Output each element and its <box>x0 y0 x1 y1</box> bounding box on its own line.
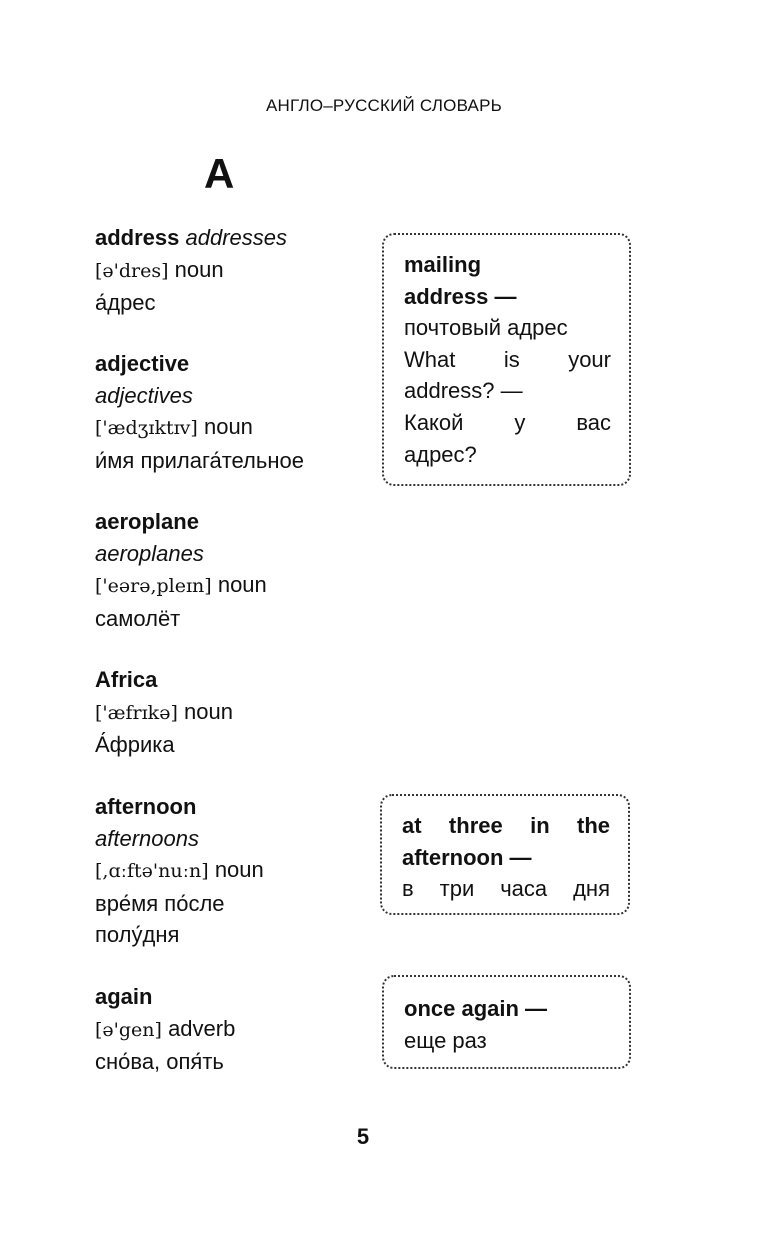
example-phrase: mailing <box>404 252 482 277</box>
example-box-address <box>382 233 631 486</box>
transcription: [ə'gen] <box>95 1018 162 1041</box>
entry-afternoon <box>95 791 370 951</box>
part-of-speech: noun <box>174 256 224 282</box>
translation: А́фрика <box>95 732 175 758</box>
translation: и́мя прилага́тельное <box>95 447 304 473</box>
example-phrase: address — <box>404 283 517 309</box>
plural-form: adjectives <box>95 382 193 408</box>
translation: вре́мя по́сле <box>95 890 225 916</box>
example-phrase: once again — <box>404 996 548 1021</box>
translation: сно́ва, опя́ть <box>95 1049 224 1075</box>
translation: самолёт <box>95 605 181 631</box>
section-letter: A <box>204 150 235 197</box>
transcription: ['æfrɪkə] <box>95 701 178 724</box>
example-sentence: What is your <box>404 346 611 372</box>
example-translation: еще раз <box>404 1027 487 1053</box>
example-sentence: address? — <box>404 378 523 404</box>
example-phrase: afternoon — <box>402 844 532 870</box>
headword: again <box>95 984 153 1009</box>
headword: aeroplane <box>95 509 199 534</box>
entry-aeroplane <box>95 506 370 634</box>
translation: полу́дня <box>95 922 180 948</box>
part-of-speech: adverb <box>168 1015 236 1041</box>
example-box-again <box>382 975 631 1069</box>
page-number: 5 <box>356 1124 370 1149</box>
entry-adjective <box>95 348 370 476</box>
entry-address <box>95 222 370 319</box>
part-of-speech: noun <box>214 857 264 883</box>
transcription: [,ɑːftə'nuːn] <box>95 860 209 883</box>
transcription: ['ædʒɪktɪv] <box>95 417 198 440</box>
part-of-speech: noun <box>203 414 253 440</box>
plural-form: addresses <box>185 225 288 250</box>
example-translation: почтовый адрес <box>404 315 568 341</box>
headword: adjective <box>95 351 190 376</box>
transcription: [ə'dres] <box>95 259 169 282</box>
part-of-speech: noun <box>217 572 267 598</box>
part-of-speech: noun <box>183 698 233 724</box>
entry-africa <box>95 664 370 761</box>
entry-again <box>95 981 370 1078</box>
example-sentence-translation: Какой у вас <box>404 409 611 435</box>
example-sentence-translation: адрес? <box>404 441 477 467</box>
headword: address <box>95 225 180 250</box>
headword: afternoon <box>95 794 197 819</box>
running-title: АНГЛО–РУССКИЙ СЛОВАРЬ <box>266 96 502 115</box>
example-box-afternoon <box>380 794 630 915</box>
plural-form: afternoons <box>95 825 199 851</box>
plural-form: aeroplanes <box>95 540 204 566</box>
transcription: ['eərə,pleɪn] <box>95 575 212 598</box>
translation: а́дрес <box>95 290 156 316</box>
example-translation: в три часа дня <box>402 876 610 902</box>
example-phrase: at three in the <box>402 813 610 838</box>
headword: Africa <box>95 667 158 692</box>
